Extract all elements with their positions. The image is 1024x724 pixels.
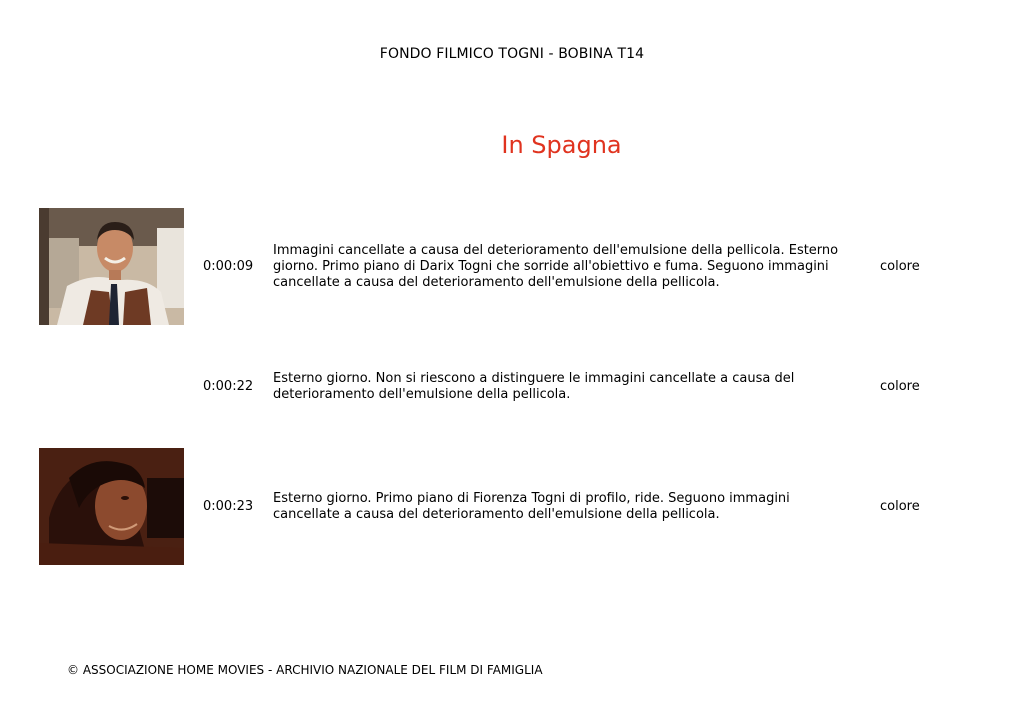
film-frame-thumbnail <box>39 208 184 325</box>
entry-row <box>0 208 1024 325</box>
description: Esterno giorno. Non si riescono a distinguere le immagini cancellate a causa del deterioramento dell'emulsione della pellicola. <box>273 371 795 402</box>
timecode: 0:00:23 <box>203 499 254 514</box>
section-title: In Spagna <box>501 131 622 159</box>
timecode: 0:00:22 <box>203 379 254 394</box>
page-header: FONDO FILMICO TOGNI - BOBINA T14 <box>379 46 645 62</box>
color-label: colore <box>880 379 920 394</box>
timecode: 0:00:09 <box>203 259 254 274</box>
description: Esterno giorno. Primo piano di Fiorenza Togni di profilo, ride. Seguono immagini cancellate a causa del deterioramento dell'emulsione della pellicola. <box>273 491 790 522</box>
color-label: colore <box>880 259 920 274</box>
film-frame-thumbnail <box>39 448 184 565</box>
entry-row <box>0 364 1024 410</box>
description: Immagini cancellate a causa del deterioramento dell'emulsione della pellicola. Esterno giorno. Primo piano di Darix Togni che sorride all'obiettivo e fuma. Seguono immagini cancellate a causa del deterioramento dell'emulsione della pellicola. <box>273 243 839 290</box>
entry-row <box>0 448 1024 565</box>
footer: © ASSOCIAZIONE HOME MOVIES - ARCHIVIO NAZIONALE DEL FILM DI FAMIGLIA <box>67 663 543 677</box>
color-label: colore <box>880 499 920 514</box>
